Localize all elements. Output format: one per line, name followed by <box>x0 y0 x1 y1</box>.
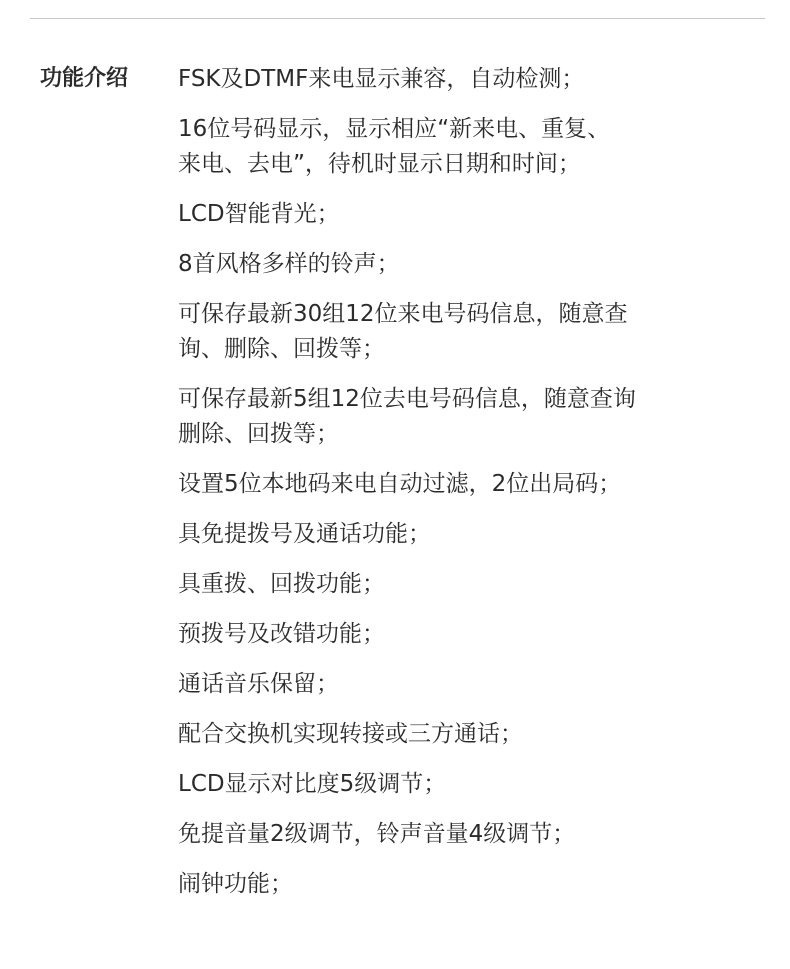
feature-item: 8首风格多样的铃声； <box>178 251 400 277</box>
feature-item: 具重拨、回拨功能； <box>178 571 385 597</box>
feature-item: 免提音量2级调节，铃声音量4级调节； <box>178 821 576 847</box>
feature-item: 闹钟功能； <box>178 871 293 897</box>
feature-item: 预拨号及改错功能； <box>178 621 385 647</box>
feature-item: LCD显示对比度5级调节； <box>178 771 447 797</box>
feature-item: 具免提拨号及通话功能； <box>178 521 431 547</box>
feature-item: 16位号码显示，显示相应“新来电、重复、 来电、去电”，待机时显示日期和时间； <box>178 116 611 177</box>
section-label: 功能介绍 <box>40 66 129 91</box>
feature-item: 可保存最新5组12位去电号码信息，随意查询 删除、回拨等； <box>178 386 636 447</box>
top-divider <box>30 18 765 19</box>
feature-list <box>178 62 738 917</box>
feature-item: 通话音乐保留； <box>178 671 339 697</box>
feature-item: 可保存最新30组12位来电号码信息，随意查 询、删除、回拨等； <box>178 301 628 362</box>
feature-item: LCD智能背光； <box>178 201 340 227</box>
feature-item: 设置5位本地码来电自动过滤，2位出局码； <box>178 471 622 497</box>
feature-item: FSK及DTMF来电显示兼容，自动检测； <box>178 66 585 92</box>
feature-item: 配合交换机实现转接或三方通话； <box>178 721 523 747</box>
